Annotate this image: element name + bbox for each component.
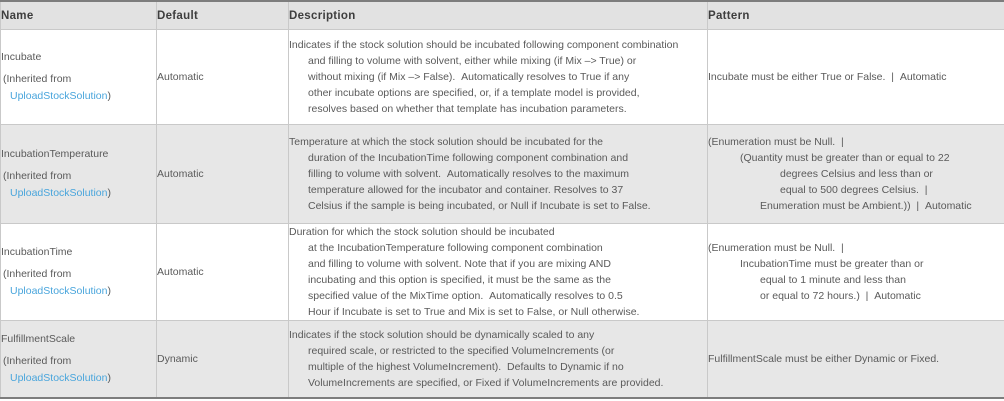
option-name: IncubationTime <box>1 246 73 258</box>
inherited-from-link-line <box>10 185 156 202</box>
option-name: Incubate <box>1 51 42 63</box>
inherited-from-link-line <box>10 370 156 387</box>
description-line: incubating and this option is specified, it must be the same as the <box>308 274 611 286</box>
column-header-description: Description <box>289 1 708 30</box>
default-value: Automatic <box>157 168 204 180</box>
pattern-line: (Enumeration must be Null. | <box>708 136 844 148</box>
pattern-cell <box>708 321 1004 398</box>
option-name-cell <box>1 321 157 398</box>
upload-stock-solution-link[interactable]: UploadStockSolution <box>10 187 108 199</box>
table-row-fulfillment-scale <box>1 321 1004 398</box>
closing-paren: ) <box>107 371 111 384</box>
description-line: filling to volume with solvent. Automatically resolves to the maximum <box>308 168 629 180</box>
pattern-line: Incubate must be either True or False. | Automatic <box>708 71 947 83</box>
description-line: Celsius if the sample is being incubated, or Null if Incubate is set to False. <box>308 200 651 212</box>
description-line: multiple of the highest VolumeIncrement). Defaults to Dynamic if no <box>308 360 624 373</box>
column-header-default: Default <box>157 1 289 30</box>
default-value-cell <box>157 125 289 224</box>
description-line: other incubate options are specified, or, if a template model is provided, <box>308 87 640 99</box>
pattern-cell <box>708 30 1004 125</box>
pattern-cell <box>708 224 1004 321</box>
default-value-cell <box>157 321 289 398</box>
pattern-line: IncubationTime must be greater than or <box>740 258 924 270</box>
pattern-line: equal to 500 degrees Celsius. | <box>780 184 928 196</box>
description-line: Duration for which the stock solution should be incubated <box>289 226 555 238</box>
description-line: duration of the IncubationTime following component combination and <box>308 152 629 164</box>
description-cell <box>289 224 708 321</box>
inherited-from-text: (Inherited from <box>3 170 72 182</box>
inherited-from-text: (Inherited from <box>3 354 72 367</box>
table-row-incubation-temperature <box>1 125 1004 224</box>
option-name-cell <box>1 125 157 224</box>
upload-stock-solution-link[interactable]: UploadStockSolution <box>10 285 108 297</box>
description-line: required scale, or restricted to the specified VolumeIncrements (or <box>308 344 615 357</box>
default-value: Automatic <box>157 266 204 278</box>
description-line: VolumeIncrements are specified, or Fixed if VolumeIncrements are provided. <box>308 376 664 389</box>
inherited-from-link-line <box>10 283 156 300</box>
description-line: without mixing (if Mix –> False). Automatically resolves to True if any <box>308 71 630 83</box>
description-line: and filling to volume with solvent, either while mixing (if Mix –> True) or <box>308 55 637 67</box>
description-line: and filling to volume with solvent. Note that if you are mixing AND <box>308 258 611 270</box>
pattern-line: FulfillmentScale must be either Dynamic or Fixed. <box>708 352 940 365</box>
option-name: FulfillmentScale <box>1 332 76 345</box>
pattern-line: Enumeration must be Ambient.)) | Automatic <box>760 200 972 212</box>
option-name-cell <box>1 30 157 125</box>
upload-stock-solution-link[interactable]: UploadStockSolution <box>10 371 108 384</box>
pattern-cell <box>708 125 1004 224</box>
closing-paren: ) <box>107 187 111 199</box>
option-name-cell <box>1 224 157 321</box>
description-line: Temperature at which the stock solution should be incubated for the <box>289 136 604 148</box>
table-row-incubate <box>1 30 1004 125</box>
table-row-incubation-time <box>1 224 1004 321</box>
column-header-pattern: Pattern <box>708 1 1004 30</box>
description-line: Indicates if the stock solution should be incubated following component combination <box>289 39 679 51</box>
inherited-from-text: (Inherited from <box>3 73 72 85</box>
pattern-line: (Quantity must be greater than or equal to 22 <box>740 152 950 164</box>
description-cell <box>289 321 708 398</box>
option-name: IncubationTemperature <box>1 148 109 160</box>
default-value-cell <box>157 30 289 125</box>
pattern-line: equal to 1 minute and less than <box>760 274 906 286</box>
column-header-name: Name <box>1 1 157 30</box>
closing-paren: ) <box>107 285 111 297</box>
default-value-cell <box>157 224 289 321</box>
pattern-line: or equal to 72 hours.) | Automatic <box>760 290 921 302</box>
description-cell <box>289 30 708 125</box>
description-line: resolves based on whether that template has incubation parameters. <box>308 103 627 115</box>
default-value: Automatic <box>157 71 204 83</box>
pattern-line: (Enumeration must be Null. | <box>708 242 844 254</box>
upload-stock-solution-link[interactable]: UploadStockSolution <box>10 90 108 102</box>
default-value: Dynamic <box>157 352 198 365</box>
description-line: temperature allowed for the incubator and container. Resolves to 37 <box>308 184 624 196</box>
inherited-from-link-line <box>10 88 156 105</box>
description-line: at the IncubationTemperature following component combination <box>308 242 603 254</box>
description-cell <box>289 125 708 224</box>
description-line: specified value of the MixTime option. Automatically resolves to 0.5 <box>308 290 623 302</box>
description-line: Hour if Incubate is set to True and Mix is set to False, or Null otherwise. <box>308 306 640 318</box>
closing-paren: ) <box>107 90 111 102</box>
pattern-line: degrees Celsius and less than or <box>780 168 933 180</box>
header-row <box>1 1 1004 30</box>
description-line: Indicates if the stock solution should be dynamically scaled to any <box>289 328 595 341</box>
inherited-from-text: (Inherited from <box>3 268 72 280</box>
